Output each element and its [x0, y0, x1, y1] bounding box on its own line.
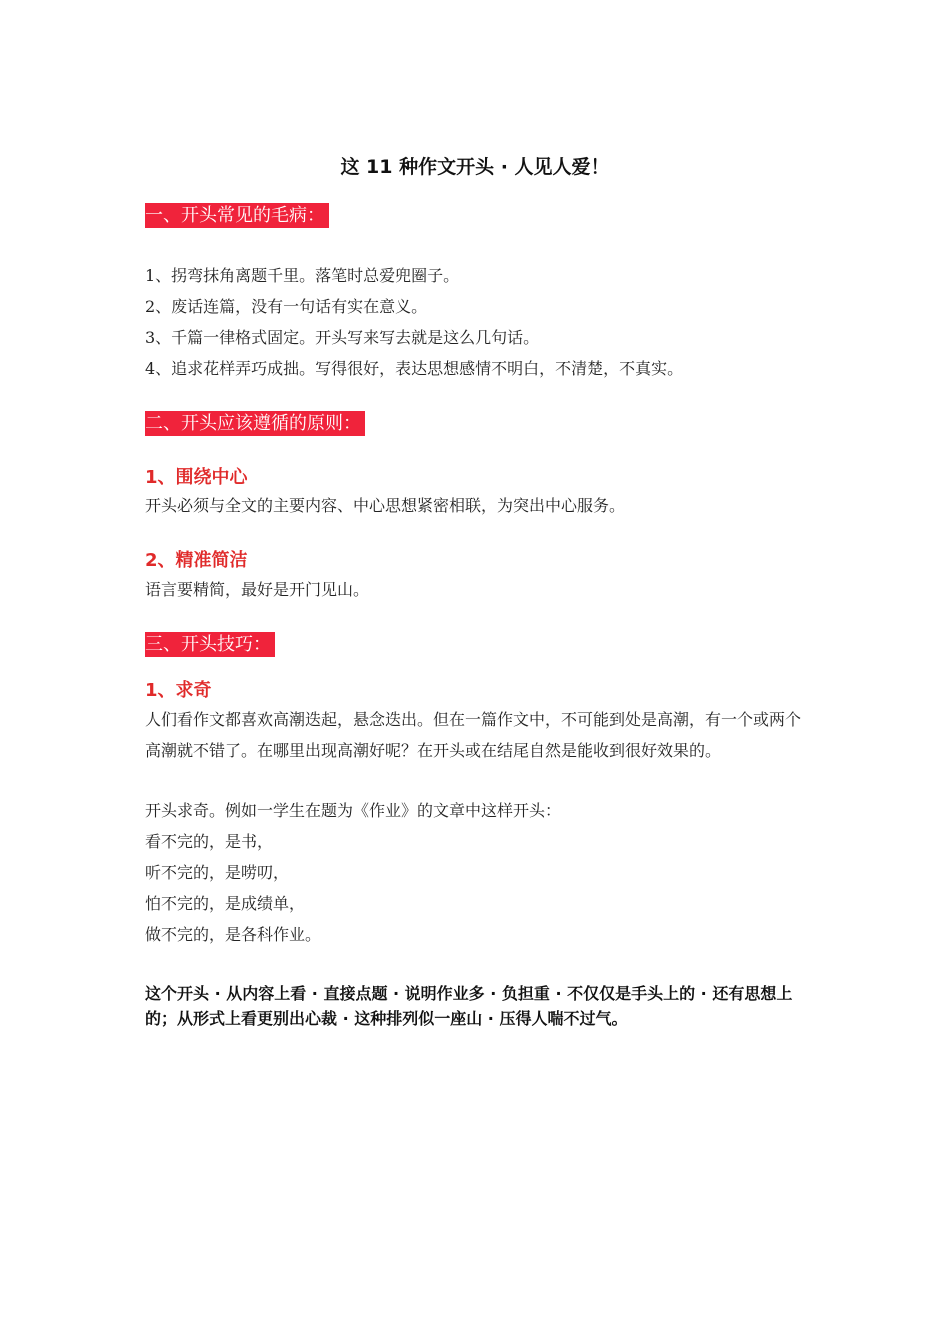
technique-line: 开头求奇。例如一学生在题为《作业》的文章中这样开头：: [145, 801, 562, 820]
problem-item: 3、千篇一律格式固定。开头写来写去就是这么几句话。: [145, 328, 540, 347]
technique-comment: 这个开头 · 从内容上看 · 直接点题 · 说明作业多 · 负担重 · 不仅仅是手头上的 · 还有思想上的；从形式上看更别出心裁 · 这种排列似一座山 · 压得人喘不过气。: [145, 984, 793, 1028]
technique-line: 做不完的，是各科作业。: [145, 925, 322, 944]
problem-item: 4、追求花样弄巧成拙。写得很好，表达思想感情不明白，不清楚，不真实。: [145, 359, 684, 378]
technique-line: 看不完的，是书，: [145, 832, 274, 851]
principle-text: 开头必须与全文的主要内容、中心思想紧密相联，为突出中心服务。: [145, 496, 626, 515]
problem-item: 1、拐弯抹角离题千里。落笔时总爱兜圈子。: [145, 266, 460, 285]
principle-title: 1、围绕中心: [145, 467, 248, 488]
technique-title: 1、求奇: [145, 680, 212, 701]
technique-line: 怕不完的，是成绩单，: [145, 894, 306, 913]
section-heading-techniques: 三、开头技巧：: [145, 632, 275, 657]
technique-line: 听不完的，是唠叨，: [145, 863, 290, 882]
principle-text: 语言要精简，最好是开门见山。: [145, 580, 370, 599]
principle-title: 2、精准简洁: [145, 550, 248, 571]
technique-paragraph: 人们看作文都喜欢高潮迭起，悬念迭出。但在一篇作文中，不可能到处是高潮，有一个或两个高潮就不错了。在哪里出现高潮好呢？在开头或在结尾自然是能收到很好效果的。: [145, 710, 802, 760]
section-heading-principles: 二、开头应该遵循的原则：: [145, 411, 365, 436]
document-title: 这 11 种作文开头 · 人见人爱！: [340, 156, 610, 178]
problem-item: 2、废话连篇，没有一句话有实在意义。: [145, 297, 428, 316]
section-heading-common-problems: 一、开头常见的毛病：: [145, 203, 329, 228]
